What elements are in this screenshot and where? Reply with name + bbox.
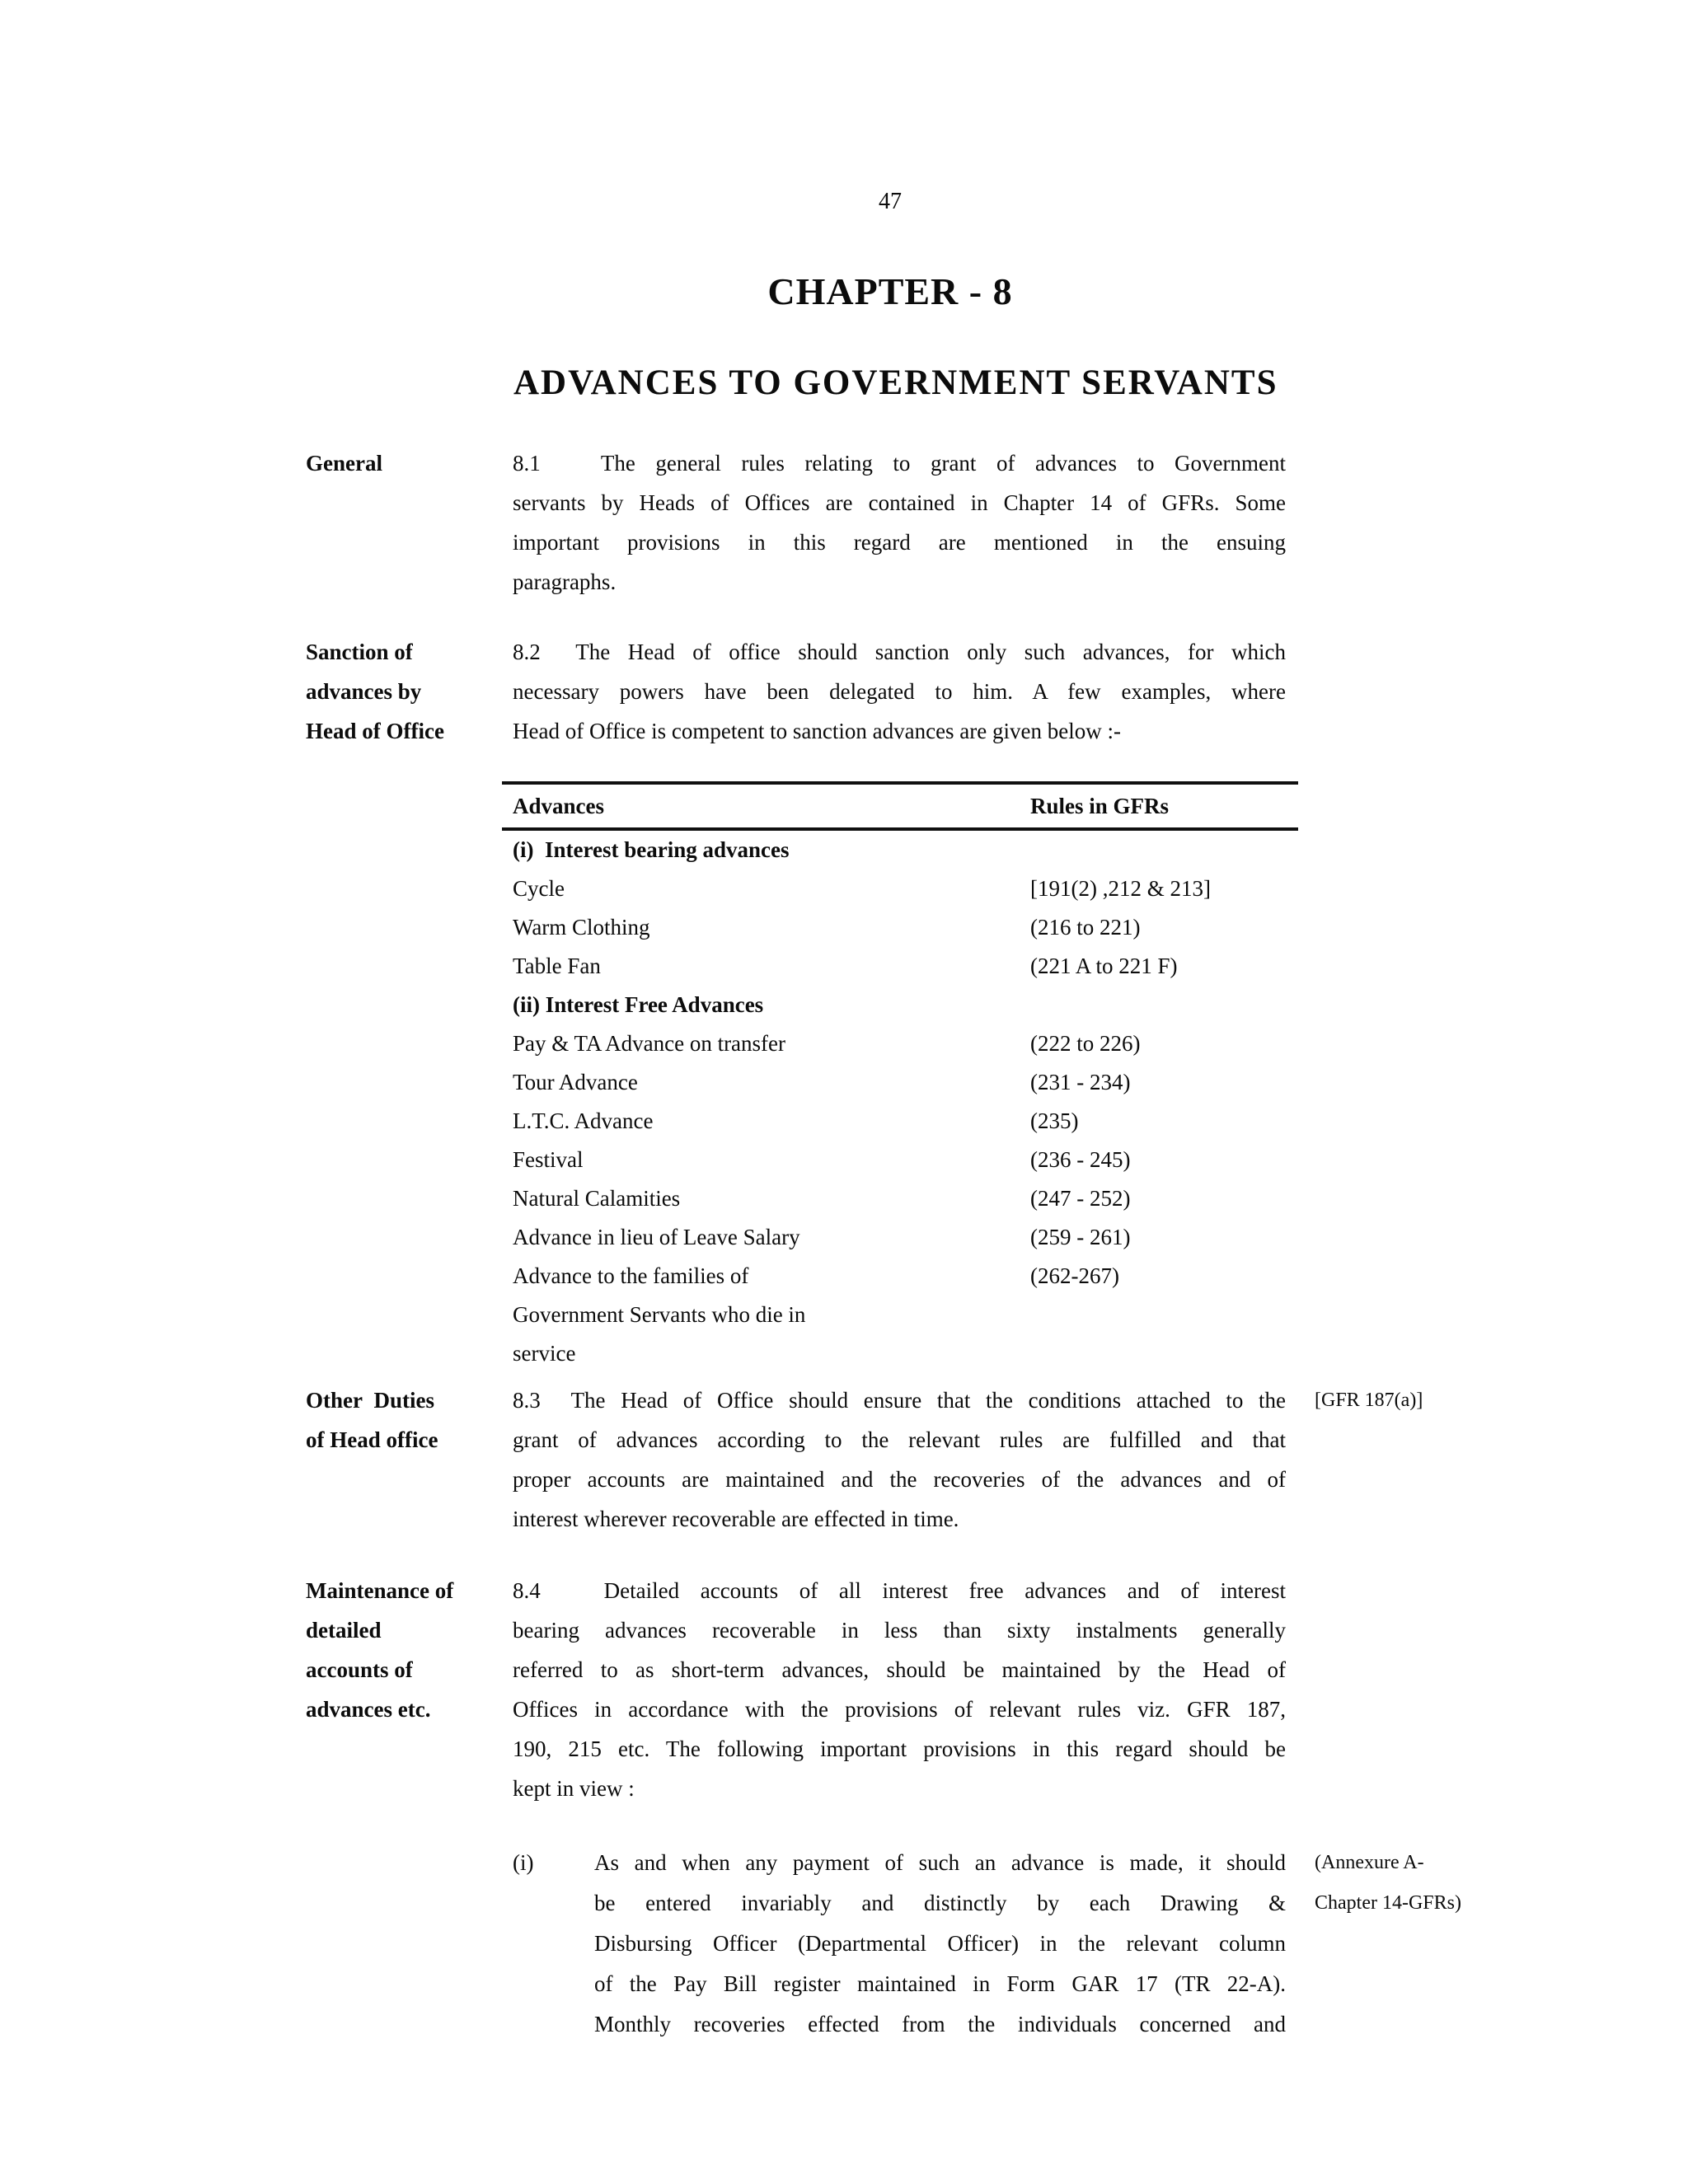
text-line: Sanction of bbox=[306, 640, 413, 664]
list-item-i-marker: (i) bbox=[513, 1850, 534, 1875]
section-sanction bbox=[306, 632, 1286, 751]
table-cell-rule: (236 - 245) bbox=[1030, 1147, 1131, 1172]
margin-label-maintenance bbox=[306, 1571, 513, 1729]
text-line: As and when any payment of such an advance is made, it should bbox=[594, 1850, 1286, 1875]
table-row bbox=[513, 1063, 1298, 1102]
table-cell-advance bbox=[513, 986, 1030, 1024]
list-item-i-text bbox=[594, 1843, 1286, 2045]
table-cell-rule: (259 - 261) bbox=[1030, 1225, 1131, 1249]
table-row bbox=[513, 947, 1298, 986]
table-header-row bbox=[502, 785, 1298, 831]
text-line: necessary powers have been delegated to him. A few examples, where bbox=[513, 679, 1286, 704]
text-line: accounts of bbox=[306, 1657, 413, 1682]
text-line: bearing advances recoverable in less than sixty instalments generally bbox=[513, 1618, 1286, 1643]
text-line: detailed bbox=[306, 1618, 382, 1643]
text-line: proper accounts are maintained and the recoveries of the advances and of bbox=[513, 1467, 1286, 1492]
table-cell-rule: (247 - 252) bbox=[1030, 1186, 1131, 1211]
table-cell-rule: (222 to 226) bbox=[1030, 1031, 1141, 1056]
table-cell-advance bbox=[513, 1024, 1030, 1063]
table-cell-advance bbox=[513, 869, 1030, 908]
table-cell-advance bbox=[513, 1257, 1030, 1373]
text-line: Table Fan bbox=[513, 954, 601, 978]
table-row bbox=[513, 869, 1298, 908]
text-line: Tour Advance bbox=[513, 1070, 638, 1094]
text-line: 8.3 The Head of Office should ensure that the conditions attached to the bbox=[513, 1388, 1286, 1413]
table-cell-rule: (235) bbox=[1030, 1108, 1079, 1133]
margin-label-other-duties bbox=[306, 1380, 513, 1460]
table-body bbox=[502, 831, 1298, 1373]
text-line: Natural Calamities bbox=[513, 1186, 681, 1211]
table-row bbox=[513, 1179, 1298, 1218]
text-line: Festival bbox=[513, 1147, 584, 1172]
table-cell-advance bbox=[513, 1141, 1030, 1179]
table-cell-advance bbox=[513, 1102, 1030, 1141]
text-line: Other Duties bbox=[306, 1388, 434, 1413]
text-line: paragraphs. bbox=[513, 569, 617, 594]
table-cell-rule: (221 A to 221 F) bbox=[1030, 954, 1178, 978]
advances-rules-table bbox=[502, 781, 1298, 1373]
table-row bbox=[513, 1024, 1298, 1063]
margin-label-general bbox=[306, 443, 513, 483]
table-cell-rule: (262-267) bbox=[1030, 1263, 1119, 1288]
text-line: Warm Clothing bbox=[513, 915, 650, 940]
text-line: Advance in lieu of Leave Salary bbox=[513, 1225, 800, 1249]
table-row bbox=[513, 1218, 1298, 1257]
text-line: of Head office bbox=[306, 1427, 438, 1452]
paragraph-8-1 bbox=[513, 443, 1286, 602]
text-line: Monthly recoveries effected from the individuals concerned and bbox=[594, 2012, 1286, 2036]
section-maintenance bbox=[306, 1571, 1286, 1808]
text-line: 8.4 Detailed accounts of all interest free advances and of interest bbox=[513, 1578, 1286, 1603]
table-cell-advance bbox=[513, 1179, 1030, 1218]
text-line: General bbox=[306, 451, 382, 476]
text-line: Chapter 14-GFRs) bbox=[1315, 1892, 1461, 1914]
text-line: Pay & TA Advance on transfer bbox=[513, 1031, 786, 1056]
table-row bbox=[513, 831, 1298, 869]
section-general bbox=[306, 443, 1286, 602]
table-cell-rule: [191(2) ,212 & 213] bbox=[1030, 876, 1211, 901]
section-other-duties bbox=[306, 1380, 1286, 1539]
table-cell-advance bbox=[513, 908, 1030, 947]
text-line: (i) Interest bearing advances bbox=[513, 837, 790, 862]
text-line: be entered invariably and distinctly by each Drawing & bbox=[594, 1891, 1286, 1915]
paragraph-8-2 bbox=[513, 632, 1286, 751]
table-cell-rule: (216 to 221) bbox=[1030, 915, 1141, 940]
text-line: grant of advances according to the relevant rules are fulfilled and that bbox=[513, 1427, 1286, 1452]
margin-label-sanction bbox=[306, 632, 513, 751]
text-line: referred to as short-term advances, should be maintained by the Head of bbox=[513, 1657, 1286, 1682]
text-line: kept in view : bbox=[513, 1776, 635, 1801]
text-line: Government Servants who die in bbox=[513, 1302, 806, 1327]
paragraph-8-3 bbox=[513, 1380, 1286, 1539]
text-line: Advance to the families of bbox=[513, 1263, 749, 1288]
text-line: Cycle bbox=[513, 876, 565, 901]
text-line: Head of Office bbox=[306, 719, 444, 743]
text-line: Disbursing Officer (Departmental Officer) in the relevant column bbox=[594, 1931, 1286, 1956]
text-line: servants by Heads of Offices are contained in Chapter 14 of GFRs. Some bbox=[513, 490, 1286, 515]
text-line: 8.1 The general rules relating to grant of advances to Government bbox=[513, 451, 1286, 476]
text-line: (Annexure A- bbox=[1315, 1852, 1424, 1873]
table-row bbox=[513, 1102, 1298, 1141]
text-line: Offices in accordance with the provisions of relevant rules viz. GFR 187, bbox=[513, 1697, 1286, 1722]
text-line: Head of Office is competent to sanction advances are given below :- bbox=[513, 719, 1121, 743]
table-row bbox=[513, 1257, 1298, 1373]
text-line: interest wherever recoverable are effected in time. bbox=[513, 1507, 959, 1531]
table-cell-advance bbox=[513, 947, 1030, 986]
text-line: advances by bbox=[306, 679, 422, 704]
text-line: (ii) Interest Free Advances bbox=[513, 992, 764, 1017]
text-line: important provisions in this regard are mentioned in the ensuing bbox=[513, 530, 1286, 555]
table-cell-advance bbox=[513, 1218, 1030, 1257]
margin-note-annexure bbox=[1315, 1843, 1461, 1924]
table-row bbox=[513, 1141, 1298, 1179]
document-title: ADVANCES TO GOVERNMENT SERVANTS bbox=[513, 363, 1278, 402]
table-cell-advance bbox=[513, 1063, 1030, 1102]
table-header-rules-in-gfrs: Rules in GFRs bbox=[1030, 794, 1170, 818]
margin-note-gfr-187a: [GFR 187(a)] bbox=[1315, 1390, 1423, 1411]
table-cell-rule: (231 - 234) bbox=[1030, 1070, 1131, 1094]
text-line: of the Pay Bill register maintained in Form GAR 17 (TR 22-A). bbox=[594, 1971, 1286, 1996]
table-row bbox=[513, 986, 1298, 1024]
list-item-i bbox=[513, 1843, 1286, 2045]
text-line: advances etc. bbox=[306, 1697, 431, 1722]
chapter-heading: CHAPTER - 8 bbox=[767, 270, 1013, 312]
page-number: 47 bbox=[879, 189, 902, 214]
text-line: service bbox=[513, 1341, 576, 1366]
table-header-advances: Advances bbox=[513, 794, 605, 818]
text-line: Maintenance of bbox=[306, 1578, 454, 1603]
text-line: 190, 215 etc. The following important provisions in this regard should be bbox=[513, 1736, 1286, 1761]
text-line: L.T.C. Advance bbox=[513, 1108, 654, 1133]
table-cell-advance bbox=[513, 831, 1030, 869]
table-row bbox=[513, 908, 1298, 947]
text-line: 8.2 The Head of office should sanction only such advances, for which bbox=[513, 640, 1286, 664]
paragraph-8-4 bbox=[513, 1571, 1286, 1808]
